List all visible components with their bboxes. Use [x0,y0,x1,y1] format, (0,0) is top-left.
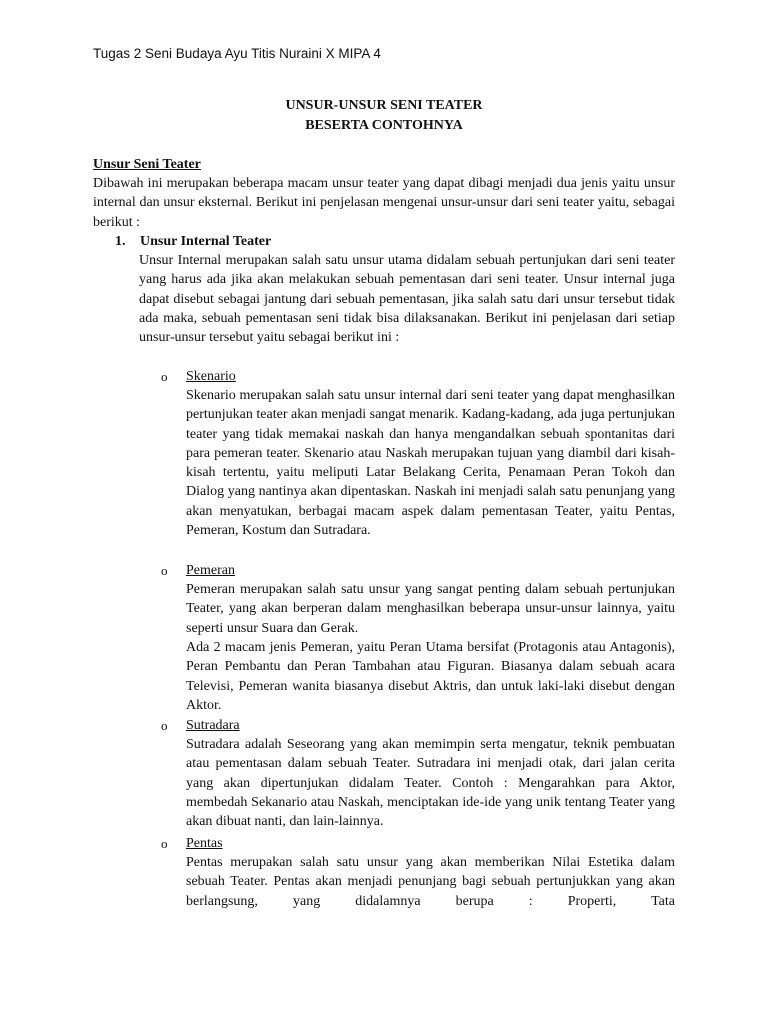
list-item-heading: Unsur Internal Teater [140,234,272,249]
bullet-icon: o [161,836,168,851]
subheading-pemeran: Pemeran [186,563,235,578]
bullet-icon: o [161,369,168,384]
pentas-paragraph: Pentas merupakan salah satu unsur yang akan memberikan Nilai Estetika dalam sebuah Teater. Pentas akan menjadi penunjang bagi sebuah pertunjukkan yang akan berlangsung, yang didalamnya berupa : Properti, Tata [186,855,675,909]
bullet-icon: o [161,718,168,733]
pemeran-paragraph-1: Pemeran merupakan salah satu unsur yang sangat penting dalam sebuah pertunjukan Teater, yang akan berperan dalam menghasilkan beberapa unsur-unsur lainnya, yaitu seperti unsur Suara dan Gerak. [186,582,675,636]
list-item-unsur-internal [115,232,271,251]
pemeran-paragraph-2: Ada 2 macam jenis Pemeran, yaitu Peran Utama bersifat (Protagonis atau Antagonis), Peran Pembantu dan Peran Tambahan atau Figuran. Biasanya dalam sebuah acara Televisi, Pemeran wanita biasanya disebut Aktris, dan untuk laki-laki disebut dengan Aktor. [186,640,675,713]
list-number: 1. [115,234,126,249]
subheading-sutradara: Sutradara [186,718,240,733]
internal-paragraph: Unsur Internal merupakan salah satu unsur utama didalam sebuah pertunjukan dari seni teater yang harus ada jika akan melakukan sebuah pementasan dari seni teater. Unsur internal juga dapat disebut sebagai jantung dari sebuah pementasan, jika salah satu dari unsur tersebut tidak ada maka, sebuah pementasan seni tidak bisa dilaksanakan. Berikut ini penjelasan dari setiap unsur-unsur tersebut yaitu sebagai berikut ini : [139,253,675,346]
subheading-skenario: Skenario [186,369,236,384]
document-title-line1: UNSUR-UNSUR SENI TEATER [285,98,483,113]
sutradara-paragraph: Sutradara adalah Seseorang yang akan memimpin serta mengatur, teknik pembuatan atau pementasan dalam sebuah Teater. Sutradara ini menjadi otak, dari jalan cerita yang akan dipertunjukan didalam Teater. Contoh : Mengarahkan para Aktor, membedah Sekanario atau Naskah, menciptakan ide-ide yang unik tentang Teater yang akan dibuat nanti, dan lain-lainnya. [186,737,675,830]
skenario-paragraph: Skenario merupakan salah satu unsur internal dari seni teater yang dapat menghasilkan pertunjukan teater akan menjadi sangat menarik. Kadang-kadang, ada juga pertunjukan teater yang tidak memakai naskah dan hanya mengandalkan sebuah spontanitas dari para pemeran teater. Skenario atau Naskah merupakan tujuan yang diambil dari kisah-kisah tertentu, yaitu meliputi Latar Belakang Cerita, Penamaan Peran Tokoh dan Dialog yang nantinya akan dipentaskan. Naskah ini menjadi salah satu penunjang yang akan menyatukan, berbagai macam aspek dalam pementasan Teater, yaitu Pentas, Pemeran, Kostum dan Sutradara. [186,388,675,539]
bullet-icon: o [161,563,168,578]
document-title-line2: BESERTA CONTOHNYA [305,117,463,133]
subheading-pentas: Pentas [186,836,223,851]
section-heading: Unsur Seni Teater [93,157,201,172]
page-header: Tugas 2 Seni Budaya Ayu Titis Nuraini X MIPA 4 [93,46,381,61]
intro-paragraph: Dibawah ini merupakan beberapa macam unsur teater yang dapat dibagi menjadi dua jenis yaitu unsur internal dan unsur eksternal. Berikut ini penjelasan mengenai unsur-unsur dari seni teater yaitu, sebagai berikut : [93,176,675,230]
